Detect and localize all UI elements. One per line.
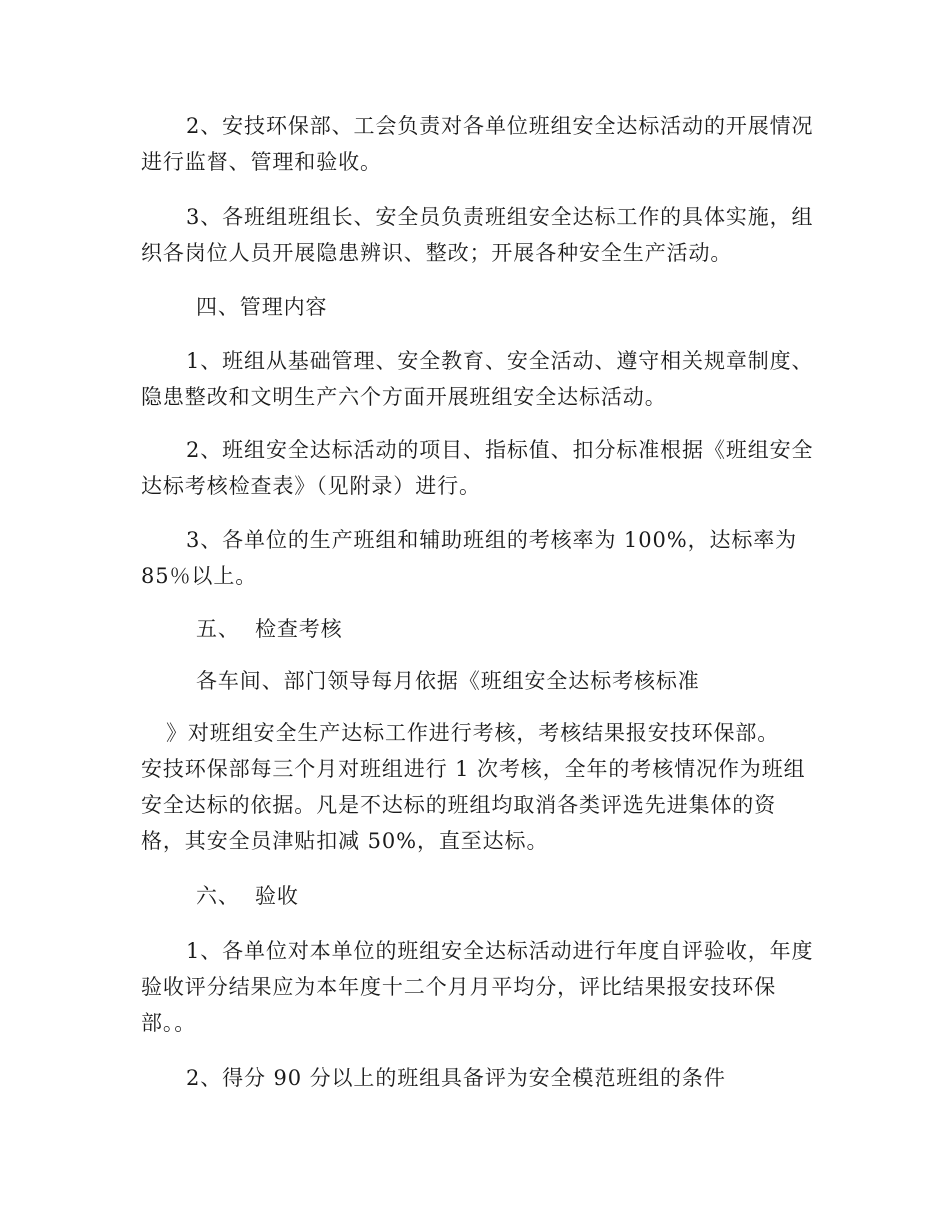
inspection-paragraph-line-5: 格，其安全员津贴扣减 50%，直至达标。 <box>141 829 549 853</box>
management-item-1-line-2: 隐患整改和文明生产六个方面开展班组安全达标活动。 <box>141 385 667 409</box>
management-item-2-line-1: 2、班组安全达标活动的项目、指标值、扣分标准根据《班组安全 <box>186 438 814 462</box>
management-item-3-line-2: 85％以上。 <box>141 564 258 588</box>
management-item-1-line-1: 1、班组从基础管理、安全教育、安全活动、遵守相关规章制度、 <box>186 349 814 373</box>
management-item-2-line-2: 达标考核检查表》（见附录）进行。 <box>141 474 481 498</box>
section-heading-acceptance: 六、 验收 <box>196 884 299 908</box>
acceptance-item-1-line-3: 部。。 <box>141 1011 197 1035</box>
inspection-paragraph-line-1: 各车间、部门领导每月依据《班组安全达标考核标准 <box>196 669 700 693</box>
inspection-paragraph-line-2: 》对班组安全生产达标工作进行考核，考核结果报安技环保部。 <box>166 721 780 745</box>
section-heading-inspection: 五、 检查考核 <box>196 617 343 641</box>
section-heading-management-content: 四、管理内容 <box>196 295 328 319</box>
management-item-3-line-1: 3、各单位的生产班组和辅助班组的考核率为 100%，达标率为 <box>186 528 798 552</box>
paragraph-2-line-2: 进行监督、管理和验收。 <box>141 150 382 174</box>
paragraph-2-line-1: 2、安技环保部、工会负责对各单位班组安全达标活动的开展情况 <box>186 114 814 138</box>
acceptance-item-1-line-1: 1、各单位对本单位的班组安全达标活动进行年度自评验收，年度 <box>186 939 814 963</box>
acceptance-item-2-line-1: 2、得分 90 分以上的班组具备评为安全模范班组的条件 <box>186 1066 726 1090</box>
inspection-paragraph-line-3: 安技环保部每三个月对班组进行 1 次考核，全年的考核情况作为班组 <box>141 757 806 781</box>
inspection-paragraph-line-4: 安全达标的依据。凡是不达标的班组均取消各类评选先进集体的资 <box>141 793 777 817</box>
acceptance-item-1-line-2: 验收评分结果应为本年度十二个月月平均分，评比结果报安技环保 <box>141 975 777 999</box>
paragraph-3-line-1: 3、各班组班组长、安全员负责班组安全达标工作的具体实施，组 <box>186 205 814 229</box>
paragraph-3-line-2: 织各岗位人员开展隐患辨识、整改；开展各种安全生产活动。 <box>141 241 733 265</box>
